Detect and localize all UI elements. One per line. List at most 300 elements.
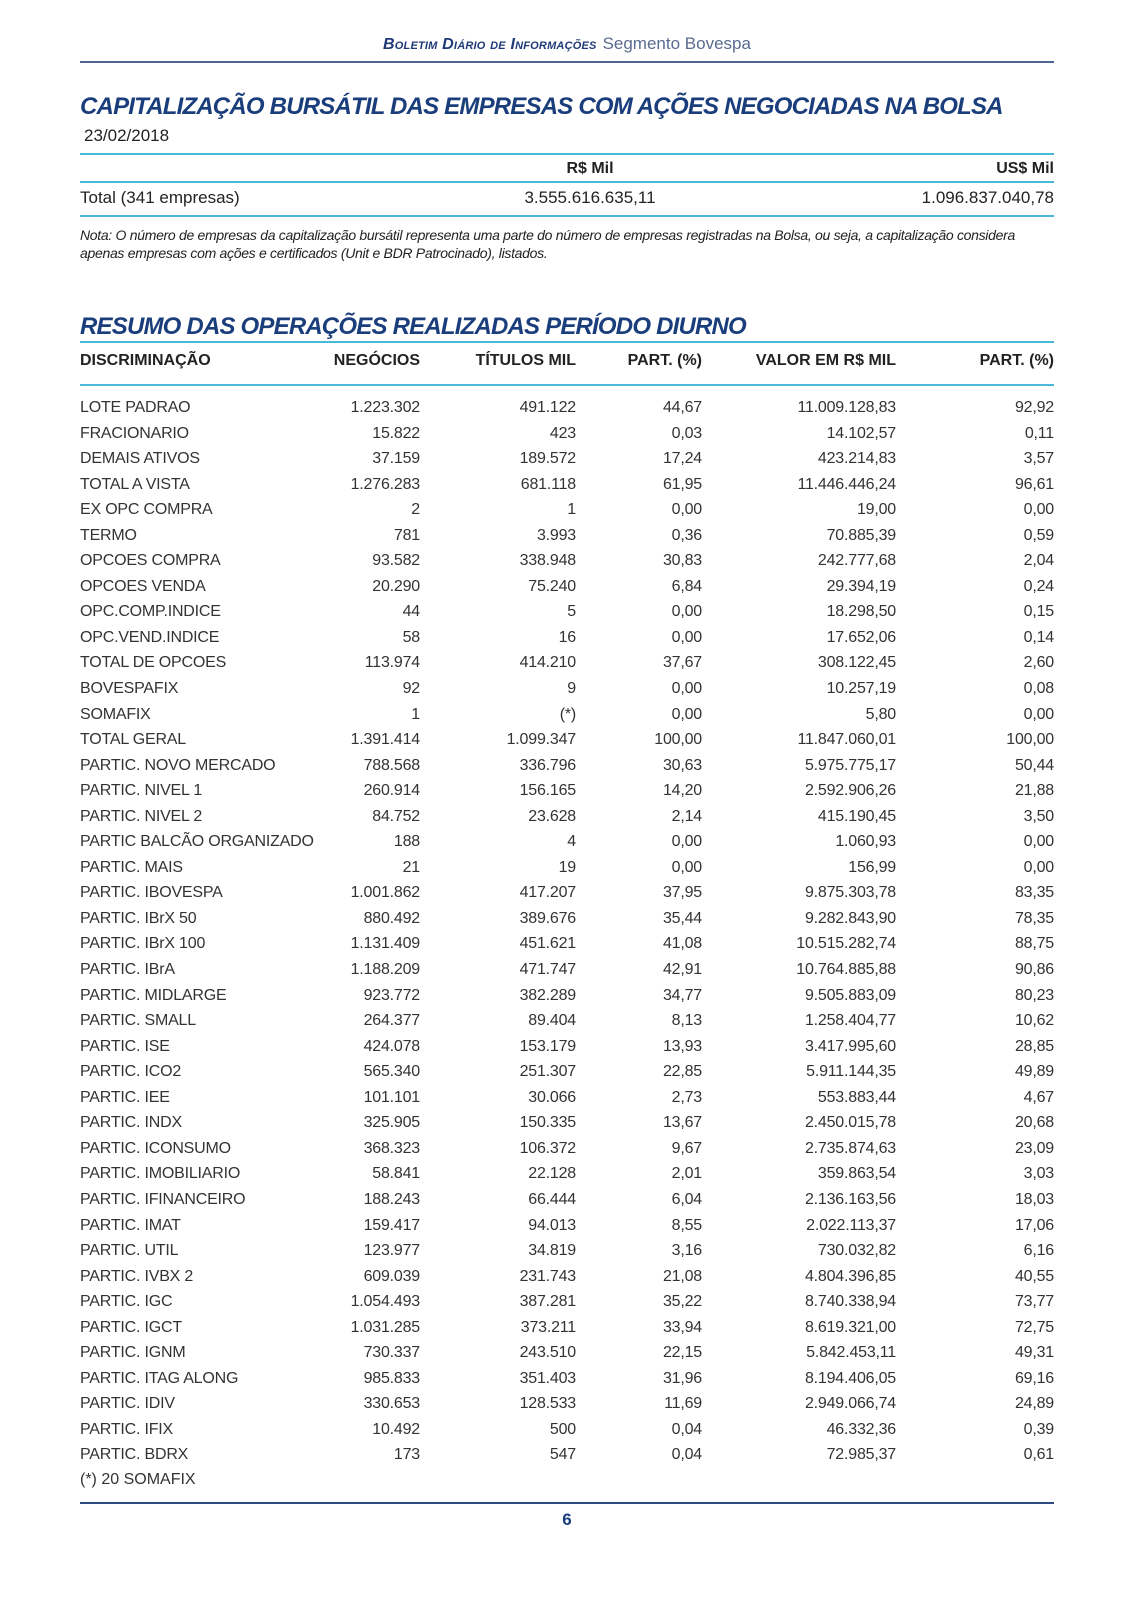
cell-titulos: 1: [567, 501, 576, 519]
cell-negocios: 173: [393, 1446, 420, 1464]
cell-negocios: 1.131.409: [350, 935, 420, 953]
cell-valor: 156,99: [848, 858, 896, 876]
cell-valor: 5.911.144,35: [806, 1063, 896, 1081]
cell-titulos: 231.743: [519, 1267, 576, 1285]
cell-valor: 2.949.066,74: [804, 1395, 896, 1413]
cell-part-titulos: 2,01: [671, 1165, 702, 1183]
cell-part-valor: 100,00: [1006, 731, 1054, 749]
cell-titulos: 156.165: [519, 782, 576, 800]
running-header-title: Boletim Diário de Informações: [383, 36, 597, 53]
cell-valor: 415.190,45: [817, 807, 896, 825]
cell-titulos: 128.533: [519, 1395, 576, 1413]
cell-negocios: 325.905: [363, 1114, 420, 1132]
cell-discriminacao: OPCOES COMPRA: [80, 552, 221, 570]
cell-valor: 9.282.843,90: [804, 909, 896, 927]
cell-negocios: 20.290: [372, 577, 420, 595]
cell-part-valor: 0,00: [1023, 833, 1054, 851]
cell-titulos: 389.676: [519, 909, 576, 927]
cell-discriminacao: LOTE PADRAO: [80, 399, 191, 416]
cell-titulos: 471.747: [519, 961, 576, 979]
cell-part-valor: 18,03: [1014, 1190, 1054, 1208]
table-row: [80, 1137, 1054, 1163]
cell-titulos: 387.281: [519, 1293, 576, 1311]
cell-valor: 9.505.883,09: [804, 986, 896, 1004]
cell-titulos: 189.572: [519, 450, 576, 468]
cell-part-valor: 0,24: [1023, 577, 1054, 595]
cell-valor: 2.136.163,56: [804, 1190, 896, 1208]
cell-valor: 553.883,44: [817, 1088, 896, 1106]
table-row: [80, 1214, 1054, 1240]
capitalizacao-total-row: [80, 188, 1054, 210]
running-header: [80, 34, 1054, 54]
cell-negocios: 1: [411, 705, 420, 723]
table-row: [80, 958, 1054, 984]
cell-valor: 19,00: [856, 501, 896, 519]
cell-discriminacao: OPCOES VENDA: [80, 577, 206, 595]
table-row: [80, 600, 1054, 626]
capitalizacao-title: CAPITALIZAÇÃO BURSÁTIL DAS EMPRESAS COM AÇÕES NEGOCIADAS NA BOLSA: [80, 93, 1003, 120]
table-row: [80, 524, 1054, 550]
cell-titulos: 106.372: [519, 1139, 576, 1157]
header-divider: [80, 61, 1054, 63]
cell-part-titulos: 0,00: [671, 833, 702, 851]
cell-negocios: 424.078: [363, 1037, 420, 1055]
cell-part-titulos: 2,14: [671, 807, 702, 825]
cell-discriminacao: PARTIC. NIVEL 2: [80, 807, 203, 825]
cell-titulos: 4: [567, 833, 576, 851]
cell-discriminacao: BOVESPAFIX: [80, 680, 179, 698]
cell-titulos: 243.510: [519, 1344, 576, 1362]
capitalizacao-date: 23/02/2018: [84, 126, 170, 145]
table-row: [80, 1443, 1054, 1469]
cell-negocios: 1.188.209: [350, 961, 420, 979]
cell-titulos: 351.403: [519, 1369, 576, 1387]
cell-titulos: 251.307: [519, 1063, 576, 1081]
cell-negocios: 188.243: [363, 1190, 420, 1208]
cell-discriminacao: PARTIC. UTIL: [80, 1242, 179, 1260]
table-row: [80, 1162, 1054, 1188]
cell-negocios: 15.822: [372, 424, 420, 442]
cell-part-titulos: 0,36: [671, 526, 702, 544]
cell-negocios: 10.492: [372, 1420, 420, 1438]
running-header-segment: Segmento Bovespa: [602, 34, 751, 53]
cell-negocios: 330.653: [363, 1395, 420, 1413]
table-row: [80, 1367, 1054, 1393]
cell-discriminacao: PARTIC. IBrX 50: [80, 909, 197, 927]
cell-part-titulos: 34,77: [662, 986, 702, 1004]
table-row: [80, 1316, 1054, 1342]
cell-part-valor: 92,92: [1014, 399, 1054, 416]
cell-negocios: 188: [393, 833, 420, 851]
cell-valor: 2.735.874,63: [804, 1139, 896, 1157]
cell-discriminacao: PARTIC. MAIS: [80, 858, 183, 876]
cell-valor: 14.102,57: [826, 424, 896, 442]
table-row: [80, 549, 1054, 575]
cell-negocios: 788.568: [363, 756, 420, 774]
cell-discriminacao: PARTIC. IVBX 2: [80, 1267, 194, 1285]
cell-discriminacao: PARTIC. BDRX: [80, 1446, 189, 1464]
cell-discriminacao: PARTIC. IGNM: [80, 1344, 186, 1362]
cell-titulos: 34.819: [528, 1242, 576, 1260]
col-header-valor: VALOR EM R$ MIL: [755, 352, 896, 369]
cell-discriminacao: FRACIONARIO: [80, 424, 189, 442]
cell-part-valor: 2,60: [1023, 654, 1054, 672]
cell-negocios: 781: [393, 526, 420, 544]
table-row: [80, 1239, 1054, 1265]
cell-part-valor: 80,23: [1014, 986, 1054, 1004]
cell-part-titulos: 6,84: [671, 577, 702, 595]
cell-discriminacao: TOTAL DE OPCOES: [80, 654, 227, 672]
table-row: [80, 1392, 1054, 1418]
cell-discriminacao: PARTIC. IBrA: [80, 961, 175, 979]
cell-valor: 8.194.406,05: [804, 1369, 896, 1387]
cell-part-valor: 17,06: [1014, 1216, 1054, 1234]
cell-negocios: 84.752: [372, 807, 420, 825]
cell-part-titulos: 0,00: [671, 628, 702, 646]
cell-negocios: 93.582: [372, 552, 420, 570]
cell-negocios: 1.391.414: [350, 731, 420, 749]
cell-valor: 9.875.303,78: [804, 884, 896, 902]
cell-part-valor: 10,62: [1014, 1012, 1054, 1030]
total-usd: 1.096.837.040,78: [921, 188, 1054, 207]
cap-table-header-rule: [80, 181, 1054, 183]
cell-part-titulos: 13,93: [662, 1037, 702, 1055]
cell-part-titulos: 0,04: [671, 1420, 702, 1438]
cell-valor: 10.257,19: [826, 680, 896, 698]
cell-valor: 5.842.453,11: [806, 1344, 896, 1362]
cell-part-titulos: 37,67: [662, 654, 702, 672]
resumo-table-body: [80, 396, 1054, 1469]
cell-discriminacao: PARTIC. ISE: [80, 1037, 170, 1055]
cell-part-valor: 0,61: [1023, 1446, 1054, 1464]
table-row: [80, 1035, 1054, 1061]
cell-valor: 11.847.060,01: [797, 731, 896, 749]
cell-titulos: 500: [549, 1420, 576, 1438]
cell-titulos: 3.993: [536, 526, 576, 544]
cell-part-titulos: 22,85: [662, 1063, 702, 1081]
table-row: [80, 779, 1054, 805]
cell-negocios: 37.159: [372, 450, 420, 468]
cell-discriminacao: PARTIC. ICO2: [80, 1063, 182, 1081]
cell-part-titulos: 0,00: [671, 705, 702, 723]
table-row: [80, 984, 1054, 1010]
cell-valor: 359.863,54: [817, 1165, 896, 1183]
cell-valor: 10.515.282,74: [796, 935, 896, 953]
cell-titulos: 30.066: [528, 1088, 576, 1106]
cell-negocios: 730.337: [363, 1344, 420, 1362]
cell-valor: 5.975.775,17: [804, 756, 896, 774]
cell-part-titulos: 8,55: [671, 1216, 702, 1234]
cell-discriminacao: PARTIC. IBOVESPA: [80, 884, 223, 902]
cell-discriminacao: PARTIC BALCÃO ORGANIZADO: [80, 833, 314, 851]
cell-discriminacao: DEMAIS ATIVOS: [80, 450, 200, 468]
cell-valor: 46.332,36: [826, 1420, 896, 1438]
cell-discriminacao: PARTIC. IGC: [80, 1293, 173, 1311]
cell-valor: 2.022.113,37: [806, 1216, 896, 1234]
table-row: [80, 1418, 1054, 1444]
cell-part-valor: 20,68: [1014, 1114, 1054, 1132]
resumo-title-rule: [80, 341, 1054, 343]
cell-part-valor: 23,09: [1014, 1139, 1054, 1157]
cell-part-valor: 49,31: [1014, 1344, 1054, 1362]
cell-discriminacao: PARTIC. SMALL: [80, 1012, 196, 1030]
cell-part-valor: 50,44: [1014, 756, 1054, 774]
table-row: [80, 626, 1054, 652]
table-row: [80, 422, 1054, 448]
table-row: [80, 396, 1054, 422]
cell-discriminacao: OPC.VEND.INDICE: [80, 628, 220, 646]
cell-part-titulos: 35,44: [662, 909, 702, 927]
cell-part-valor: 49,89: [1014, 1063, 1054, 1081]
total-brl: 3.555.616.635,11: [524, 188, 656, 207]
total-label: Total (341 empresas): [80, 188, 240, 207]
cell-part-valor: 83,35: [1014, 884, 1054, 902]
cell-negocios: 21: [402, 858, 420, 876]
cell-discriminacao: EX OPC COMPRA: [80, 501, 213, 519]
cell-valor: 72.985,37: [826, 1446, 896, 1464]
cell-titulos: 382.289: [519, 986, 576, 1004]
cell-valor: 5,80: [865, 705, 896, 723]
cell-negocios: 92: [402, 680, 420, 698]
cell-part-valor: 21,88: [1014, 782, 1054, 800]
table-row: [80, 498, 1054, 524]
cell-valor: 11.446.446,24: [797, 475, 896, 493]
cell-discriminacao: SOMAFIX: [80, 705, 151, 723]
cell-titulos: 451.621: [519, 935, 576, 953]
cell-negocios: 1.031.285: [350, 1318, 420, 1336]
cell-titulos: 1.099.347: [506, 731, 576, 749]
cell-discriminacao: PARTIC. IDIV: [80, 1395, 175, 1413]
cell-titulos: 336.796: [519, 756, 576, 774]
cell-negocios: 260.914: [363, 782, 420, 800]
cell-part-titulos: 3,16: [671, 1242, 702, 1260]
col-header-part-titulos: PART. (%): [627, 352, 702, 369]
cell-titulos: 414.210: [519, 654, 576, 672]
cell-part-titulos: 21,08: [662, 1267, 702, 1285]
cell-valor: 2.450.015,78: [804, 1114, 896, 1132]
cell-part-titulos: 13,67: [662, 1114, 702, 1132]
table-row: [80, 1009, 1054, 1035]
cell-titulos: 75.240: [528, 577, 576, 595]
col-header-discriminacao: DISCRIMINAÇÃO: [80, 352, 211, 369]
resumo-table-header: [80, 352, 1054, 374]
cell-part-valor: 0,59: [1023, 526, 1054, 544]
table-row: [80, 1265, 1054, 1291]
cell-valor: 18.298,50: [826, 603, 896, 621]
cell-valor: 3.417.995,60: [804, 1037, 896, 1055]
cell-part-titulos: 44,67: [662, 399, 702, 416]
cell-part-titulos: 30,83: [662, 552, 702, 570]
resumo-title: RESUMO DAS OPERAÇÕES REALIZADAS PERÍODO DIURNO: [80, 313, 746, 340]
cell-titulos: 23.628: [528, 807, 576, 825]
cell-valor: 29.394,19: [826, 577, 896, 595]
cell-part-valor: 6,16: [1023, 1242, 1054, 1260]
cell-part-valor: 0,08: [1023, 680, 1054, 698]
cell-negocios: 159.417: [363, 1216, 420, 1234]
table-row: [80, 677, 1054, 703]
cell-negocios: 101.101: [363, 1088, 420, 1106]
col-header-brl: R$ Mil: [566, 160, 614, 177]
cell-negocios: 264.377: [363, 1012, 420, 1030]
cell-valor: 2.592.906,26: [804, 782, 896, 800]
cell-valor: 70.885,39: [826, 526, 896, 544]
cell-part-titulos: 14,20: [662, 782, 702, 800]
cell-negocios: 565.340: [363, 1063, 420, 1081]
table-row: [80, 805, 1054, 831]
cell-part-titulos: 17,24: [662, 450, 702, 468]
cell-titulos: 417.207: [519, 884, 576, 902]
table-row: [80, 728, 1054, 754]
table-row: [80, 473, 1054, 499]
cell-valor: 1.060,93: [835, 833, 896, 851]
cell-part-titulos: 6,04: [671, 1190, 702, 1208]
table-row: [80, 856, 1054, 882]
cell-part-valor: 3,57: [1023, 450, 1054, 468]
cell-part-valor: 4,67: [1023, 1088, 1054, 1106]
cell-negocios: 44: [402, 603, 420, 621]
cell-part-titulos: 2,73: [671, 1088, 702, 1106]
table-row: [80, 1060, 1054, 1086]
table-row: [80, 907, 1054, 933]
cell-part-valor: 3,03: [1023, 1165, 1054, 1183]
resumo-footnote: (*) 20 SOMAFIX: [80, 1471, 196, 1488]
cell-part-valor: 72,75: [1014, 1318, 1054, 1336]
cell-negocios: 2: [411, 501, 420, 519]
cell-part-valor: 2,04: [1023, 552, 1054, 570]
cell-valor: 10.764.885,88: [796, 961, 896, 979]
cell-part-valor: 0,15: [1023, 603, 1054, 621]
cell-valor: 423.214,83: [817, 450, 896, 468]
cell-part-titulos: 33,94: [662, 1318, 702, 1336]
cell-part-valor: 28,85: [1014, 1037, 1054, 1055]
cell-discriminacao: PARTIC. MIDLARGE: [80, 986, 227, 1004]
cell-valor: 8.740.338,94: [804, 1293, 896, 1311]
cell-part-valor: 0,00: [1023, 501, 1054, 519]
cell-titulos: 66.444: [528, 1190, 576, 1208]
cap-table-top-rule: [80, 153, 1054, 155]
cell-titulos: 547: [549, 1446, 576, 1464]
table-row: [80, 447, 1054, 473]
document-page: [80, 0, 1054, 1600]
capitalizacao-table-header: [80, 160, 1054, 182]
cell-discriminacao: PARTIC. IEE: [80, 1088, 170, 1106]
cell-titulos: 373.211: [520, 1318, 576, 1336]
cap-table-bottom-rule: [80, 215, 1054, 217]
cell-discriminacao: PARTIC. ICONSUMO: [80, 1139, 231, 1157]
cell-titulos: 153.179: [519, 1037, 576, 1055]
cell-negocios: 985.833: [363, 1369, 420, 1387]
cell-part-titulos: 0,00: [671, 680, 702, 698]
cell-discriminacao: PARTIC. IBrX 100: [80, 935, 206, 953]
cell-part-valor: 88,75: [1014, 935, 1054, 953]
cell-discriminacao: PARTIC. INDX: [80, 1114, 182, 1132]
cell-part-valor: 3,50: [1023, 807, 1054, 825]
cell-titulos: 150.335: [519, 1114, 576, 1132]
cell-part-titulos: 30,63: [662, 756, 702, 774]
cell-part-titulos: 31,96: [662, 1369, 702, 1387]
cell-discriminacao: TERMO: [80, 526, 137, 544]
cell-part-valor: 78,35: [1014, 909, 1054, 927]
cell-titulos: 22.128: [528, 1165, 576, 1183]
capitalizacao-note: Nota: O número de empresas da capitalização bursátil representa uma parte do número de empresas registradas na Bolsa, ou seja, a capitalização considera apenas empresas com ações e certificados (Unit e BDR Patrocinado), listados.: [80, 227, 1015, 261]
cell-discriminacao: PARTIC. NOVO MERCADO: [80, 756, 276, 774]
cell-titulos: 16: [558, 628, 576, 646]
cell-negocios: 1.223.302: [350, 399, 420, 416]
cell-part-titulos: 22,15: [662, 1344, 702, 1362]
table-row: [80, 1188, 1054, 1214]
cell-part-titulos: 0,03: [671, 424, 702, 442]
cell-valor: 8.619.321,00: [804, 1318, 896, 1336]
table-row: [80, 881, 1054, 907]
cell-negocios: 1.001.862: [350, 884, 420, 902]
table-row: [80, 1290, 1054, 1316]
cell-discriminacao: PARTIC. IMAT: [80, 1216, 181, 1234]
cell-titulos: 681.118: [520, 475, 576, 493]
cell-part-titulos: 41,08: [662, 935, 702, 953]
cell-negocios: 609.039: [363, 1267, 420, 1285]
cell-part-titulos: 0,00: [671, 858, 702, 876]
cell-discriminacao: OPC.COMP.INDICE: [80, 603, 221, 621]
cell-part-titulos: 35,22: [662, 1293, 702, 1311]
col-header-negocios: NEGÓCIOS: [333, 352, 420, 369]
cell-discriminacao: PARTIC. ITAG ALONG: [80, 1369, 239, 1387]
cell-titulos: 5: [567, 603, 576, 621]
cell-part-titulos: 61,95: [662, 475, 702, 493]
cell-valor: 308.122,45: [817, 654, 896, 672]
cell-negocios: 1.054.493: [350, 1293, 420, 1311]
table-row: [80, 1111, 1054, 1137]
cell-part-titulos: 37,95: [662, 884, 702, 902]
cell-part-valor: 96,61: [1014, 475, 1054, 493]
cell-part-titulos: 0,00: [671, 501, 702, 519]
resumo-header-rule: [80, 384, 1054, 386]
cell-discriminacao: PARTIC. NIVEL 1: [80, 782, 203, 800]
cell-discriminacao: PARTIC. IGCT: [80, 1318, 182, 1336]
col-header-usd: US$ Mil: [996, 160, 1054, 177]
cell-negocios: 58: [402, 628, 420, 646]
cell-discriminacao: PARTIC. IFIX: [80, 1420, 174, 1438]
table-row: [80, 703, 1054, 729]
cell-part-titulos: 9,67: [671, 1139, 702, 1157]
cell-part-valor: 0,14: [1023, 628, 1054, 646]
cell-negocios: 1.276.283: [350, 475, 420, 493]
cell-negocios: 880.492: [363, 909, 420, 927]
cell-valor: 17.652,06: [826, 628, 896, 646]
cell-part-valor: 40,55: [1014, 1267, 1054, 1285]
cell-part-valor: 73,77: [1014, 1293, 1054, 1311]
cell-titulos: 89.404: [528, 1012, 576, 1030]
col-header-titulos: TÍTULOS MIL: [475, 352, 576, 369]
cell-valor: 11.009.128,83: [797, 399, 896, 416]
cell-valor: 242.777,68: [817, 552, 896, 570]
cell-discriminacao: PARTIC. IMOBILIARIO: [80, 1165, 241, 1183]
cell-part-valor: 69,16: [1014, 1369, 1054, 1387]
cell-valor: 4.804.396,85: [804, 1267, 896, 1285]
cell-part-titulos: 8,13: [671, 1012, 702, 1030]
cell-part-titulos: 42,91: [662, 961, 702, 979]
cell-negocios: 923.772: [363, 986, 420, 1004]
cell-negocios: 123.977: [363, 1242, 420, 1260]
table-row: [80, 651, 1054, 677]
cell-titulos: 491.122: [519, 399, 576, 416]
cell-negocios: 58.841: [372, 1165, 420, 1183]
cell-discriminacao: PARTIC. IFINANCEIRO: [80, 1190, 246, 1208]
table-row: [80, 1341, 1054, 1367]
cell-negocios: 113.974: [364, 654, 420, 672]
table-row: [80, 575, 1054, 601]
cell-discriminacao: TOTAL GERAL: [80, 731, 186, 749]
footer-divider: [80, 1502, 1054, 1504]
